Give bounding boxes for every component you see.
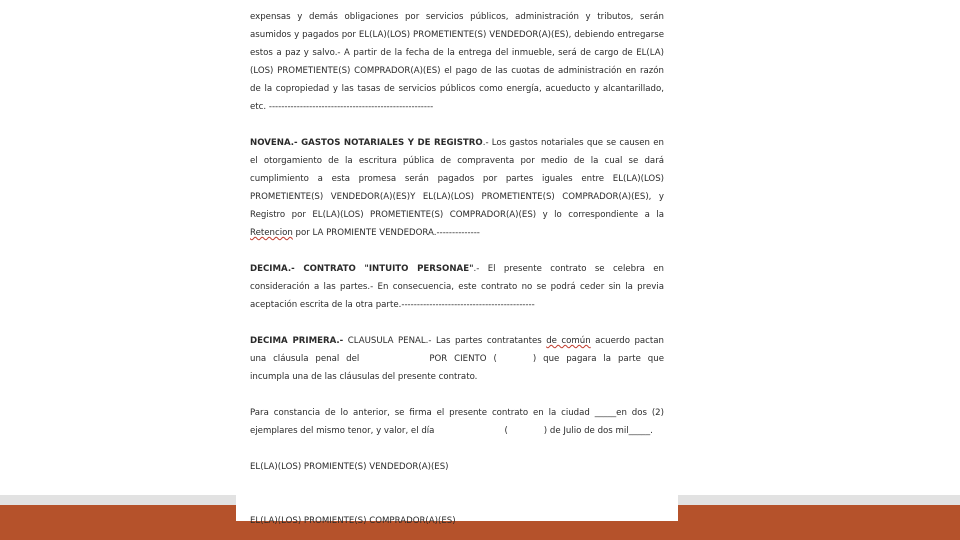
clause-decima-title: DECIMA.- CONTRATO "INTUITO PERSONAE"	[250, 264, 474, 274]
signature-comprador: EL(LA)(LOS) PROMIENTE(S) COMPRADOR(A)(ES)	[250, 516, 456, 526]
paragraph-expensas: expensas y demás obligaciones por servicios públicos, administración y tributos, serán asumidos y pagados por EL(LA)(LOS) PROMETIENTE(S) VENDEDOR(A)(ES), debiendo entregarse estos a paz y salvo.- A partir de la fecha de la entrega del inmueble, será de cargo de EL(LA)(LOS) PROMETIENTE(S) COMPRADOR(A)(ES) el pago de las cuotas de administración en razón de la copropiedad y las tasas de servicios públicos como energía, acueducto y alcantarillado, etc. -----------------------------------------------------	[250, 12, 664, 112]
constancia-part2: (	[504, 426, 508, 436]
spellcheck-phrase: de común	[546, 336, 591, 346]
clause-novena-title: NOVENA.- GASTOS NOTARIALES Y DE REGISTRO	[250, 138, 483, 148]
paragraph-constancia	[250, 404, 664, 440]
constancia-part3: ) de Julio de dos mil_____.	[543, 426, 653, 436]
clause-novena-tail: por LA PROMIENTE VENDEDORA.--------------	[292, 228, 480, 238]
clause-novena	[250, 134, 664, 242]
clause-penal-part2: acuerdo pactan una cláusula penal del	[250, 336, 664, 364]
signature-vendedor: EL(LA)(LOS) PROMIENTE(S) VENDEDOR(A)(ES)	[250, 462, 449, 472]
clause-decima-primera-title: DECIMA PRIMERA.-	[250, 336, 344, 346]
spellcheck-word: Retencion	[250, 228, 293, 238]
document-page	[236, 0, 678, 526]
clause-penal-part3: POR CIENTO (	[429, 354, 497, 364]
clause-decima-primera	[250, 332, 664, 386]
clause-penal-part4: ) que pagara la parte que incumpla una de las cláusulas del presente contrato.	[250, 354, 664, 382]
constancia-part1: Para constancia de lo anterior, se firma el presente contrato en la ciudad _____en dos (2) ejemplares del mismo tenor, y valor, el día	[250, 408, 664, 436]
clause-novena-body: .- Los gastos notariales que se causen en el otorgamiento de la escritura pública de compraventa por medio de la cual se dará cumplimiento a esta promesa serán pagados por partes iguales entre EL(LA)(LOS) PROMETIENTE(S) VENDEDOR(A)(ES)Y EL(LA)(LOS) PROMETIENTE(S) COMPRADOR(A)(ES), y Registro por EL(LA)(LOS) PROMETIENTE(S) COMPRADOR(A)(ES) y lo correspondiente a la	[250, 138, 664, 220]
clause-decima-body: .- El presente contrato se celebra en consideración a las partes.- En consecuencia, este contrato no se podrá ceder sin la previa aceptación escrita de la otra parte.-------------------------------------------	[250, 264, 664, 310]
clause-decima	[250, 260, 664, 314]
clause-penal-part1: CLAUSULA PENAL.- Las partes contratantes	[343, 336, 547, 346]
